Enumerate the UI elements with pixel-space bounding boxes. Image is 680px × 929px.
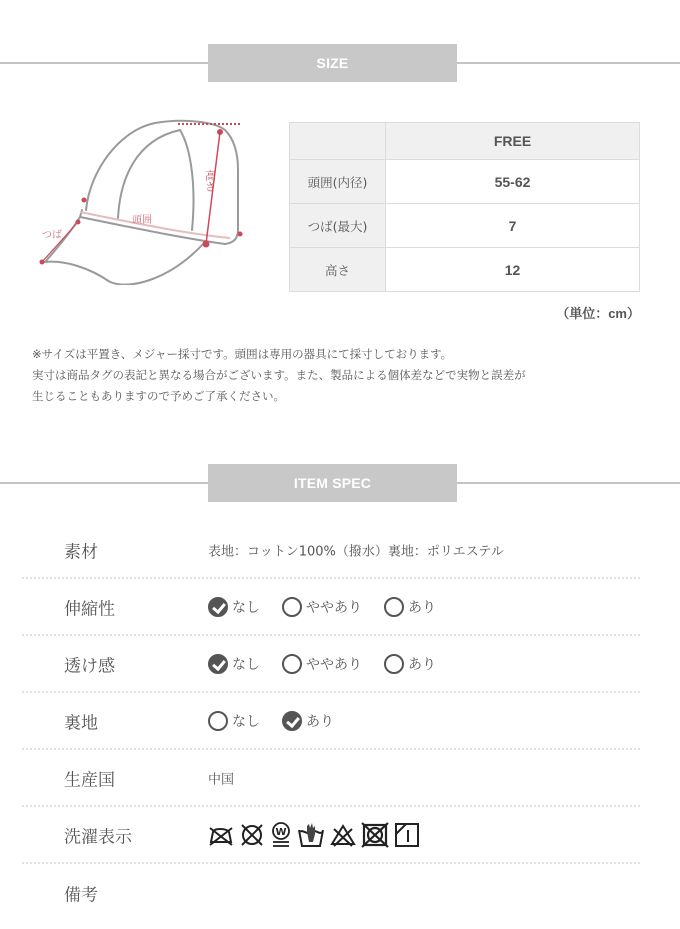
spec-value: 中国 bbox=[208, 772, 235, 787]
size-table-header-free: FREE bbox=[386, 123, 640, 160]
note-line: 実寸は商品タグの表記と異なる場合がございます。また、製品による個体差などで実物と誤差が bbox=[32, 368, 526, 382]
option-slight bbox=[282, 597, 362, 617]
size-table bbox=[289, 122, 640, 292]
spec-row-origin bbox=[22, 750, 640, 807]
svg-text:つば: つば bbox=[42, 230, 62, 241]
option-label: なし bbox=[232, 713, 260, 730]
option-none bbox=[208, 711, 260, 731]
cap-size-diagram bbox=[20, 110, 260, 285]
spec-value: 表地：コットン100%（撥水）裏地：ポリエステル bbox=[208, 544, 504, 559]
spec-key: 伸縮性 bbox=[64, 599, 115, 619]
option-label: なし bbox=[232, 656, 260, 673]
size-row-value: 7 bbox=[386, 204, 640, 248]
size-table-row bbox=[290, 204, 640, 248]
svg-text:高さ: 高さ bbox=[203, 170, 217, 192]
size-notes bbox=[32, 344, 672, 407]
spec-key: 透け感 bbox=[64, 656, 115, 676]
spec-options bbox=[208, 654, 458, 674]
no-tumble-dry-icon bbox=[239, 823, 265, 847]
option-label: あり bbox=[408, 656, 436, 673]
spec-row-lining bbox=[22, 693, 640, 750]
size-section-header bbox=[0, 43, 680, 83]
spec-key: 裏地 bbox=[64, 713, 98, 733]
spec-key: 生産国 bbox=[64, 770, 115, 790]
spec-section-header bbox=[0, 463, 680, 503]
cap-illustration-icon bbox=[20, 110, 260, 285]
spec-options bbox=[208, 711, 356, 731]
option-label: あり bbox=[408, 599, 436, 616]
spec-key: 洗濯表示 bbox=[64, 827, 132, 847]
option-label: ややあり bbox=[306, 599, 362, 616]
size-row-label: つば(最大) bbox=[290, 204, 386, 248]
empty-circle-icon bbox=[282, 597, 302, 617]
size-table-row bbox=[290, 248, 640, 292]
spec-row-remarks bbox=[22, 864, 640, 921]
size-row-value: 55-62 bbox=[386, 160, 640, 204]
option-none bbox=[208, 597, 260, 617]
no-iron-icon bbox=[208, 823, 234, 847]
spec-title: ITEM SPEC bbox=[208, 464, 457, 502]
svg-text:W: W bbox=[275, 826, 287, 838]
spec-row-sheerness bbox=[22, 636, 640, 693]
unit-label: （単位：cm） bbox=[556, 306, 640, 321]
checked-circle-icon bbox=[282, 711, 302, 731]
care-icons bbox=[208, 822, 420, 848]
empty-circle-icon bbox=[384, 654, 404, 674]
checked-circle-icon bbox=[208, 597, 228, 617]
wet-clean-icon bbox=[270, 822, 292, 848]
line-dry-shade-icon bbox=[394, 822, 420, 848]
option-label: ややあり bbox=[306, 656, 362, 673]
option-label: あり bbox=[306, 713, 334, 730]
spec-row-material bbox=[22, 522, 640, 579]
spec-key: 素材 bbox=[64, 542, 98, 562]
empty-circle-icon bbox=[384, 597, 404, 617]
option-slight bbox=[282, 654, 362, 674]
option-yes bbox=[384, 654, 436, 674]
spec-key: 備考 bbox=[64, 885, 98, 905]
size-row-value: 12 bbox=[386, 248, 640, 292]
no-dry-clean-icon bbox=[361, 822, 389, 848]
checked-circle-icon bbox=[208, 654, 228, 674]
size-title: SIZE bbox=[208, 44, 457, 82]
svg-text:頭囲: 頭囲 bbox=[132, 215, 152, 226]
empty-circle-icon bbox=[282, 654, 302, 674]
size-table-header-row bbox=[290, 123, 640, 160]
no-bleach-icon bbox=[330, 823, 356, 847]
spec-row-care-labels bbox=[22, 807, 640, 864]
note-line: ※サイズは平置き、メジャー採寸です。頭囲は専用の器具にて採寸しております。 bbox=[32, 347, 453, 361]
size-row-label: 頭囲(内径) bbox=[290, 160, 386, 204]
hand-wash-icon bbox=[297, 822, 325, 848]
option-none bbox=[208, 654, 260, 674]
spec-options bbox=[208, 597, 458, 617]
size-table-corner-cell bbox=[290, 123, 386, 160]
empty-circle-icon bbox=[208, 711, 228, 731]
spec-row-stretch bbox=[22, 579, 640, 636]
size-table-row bbox=[290, 160, 640, 204]
option-yes bbox=[282, 711, 334, 731]
option-label: なし bbox=[232, 599, 260, 616]
option-yes bbox=[384, 597, 436, 617]
size-row-label: 高さ bbox=[290, 248, 386, 292]
note-line: 生じることもありますので予めご了承ください。 bbox=[32, 389, 285, 403]
